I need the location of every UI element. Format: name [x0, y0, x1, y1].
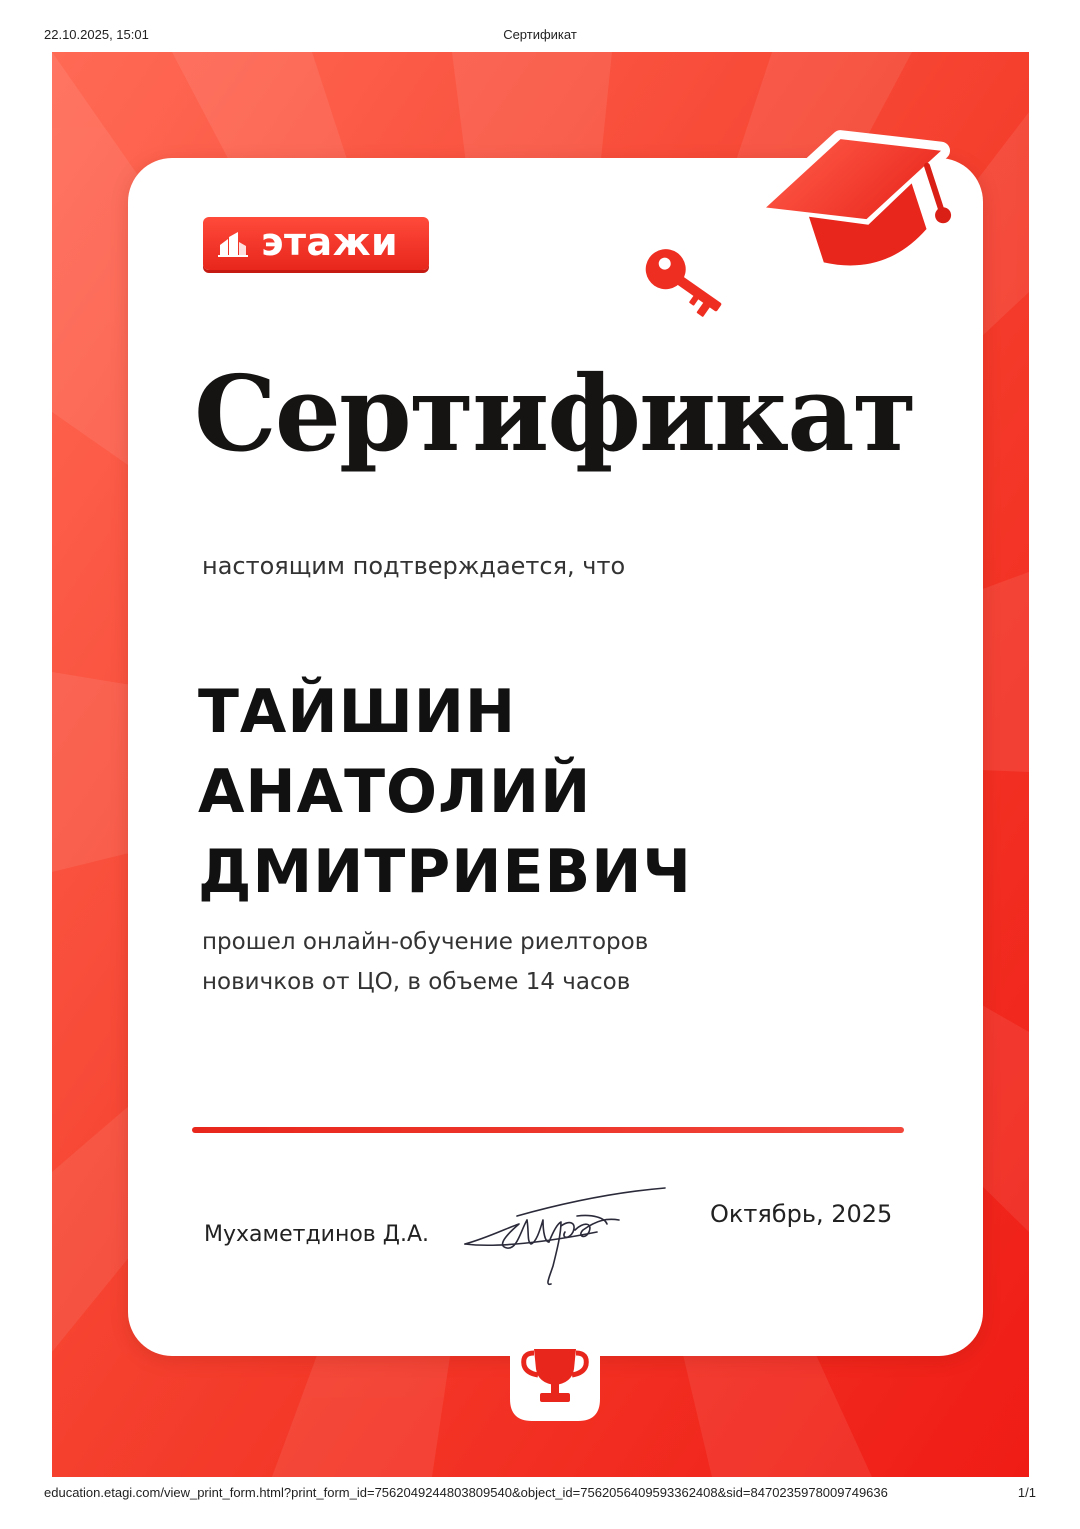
print-footer: [0, 1485, 1080, 1503]
print-page-number: 1/1: [1017, 1485, 1036, 1500]
recipient-surname: ТАЙШИН: [198, 677, 517, 747]
course-line-1: прошел онлайн-обучение риелторов: [202, 929, 649, 955]
recipient-name: [198, 672, 692, 912]
recipient-first-name: АНАТОЛИЙ: [198, 757, 592, 827]
print-header: [0, 27, 1080, 45]
recipient-patronymic: ДМИТРИЕВИЧ: [198, 837, 692, 907]
logo-text: этажи: [261, 220, 399, 264]
certificate-date: Октябрь, 2025: [710, 1200, 893, 1228]
signer-name: Мухаметдинов Д.А.: [204, 1222, 429, 1247]
divider-line: [192, 1127, 904, 1133]
key-icon: [622, 240, 734, 340]
etagi-logo: [203, 217, 429, 270]
print-title: Сертификат: [503, 27, 577, 42]
print-datetime: 22.10.2025, 15:01: [44, 27, 149, 42]
print-url: education.etagi.com/view_print_form.html?print_form_id=7562049244803809540&object_id=7562056409593362408&sid=8470235978009749636: [44, 1485, 888, 1500]
certificate: [52, 52, 1029, 1477]
building-icon: [218, 231, 248, 257]
confirm-text: настоящим подтверждается, что: [202, 552, 626, 580]
graduation-cap-icon: [748, 110, 960, 290]
trophy-icon: [510, 1325, 600, 1425]
certificate-title: Сертификат: [194, 352, 916, 475]
course-line-2: новичков от ЦО, в объеме 14 часов: [202, 969, 631, 995]
signature: [457, 1180, 672, 1295]
course-description: [202, 922, 648, 1002]
